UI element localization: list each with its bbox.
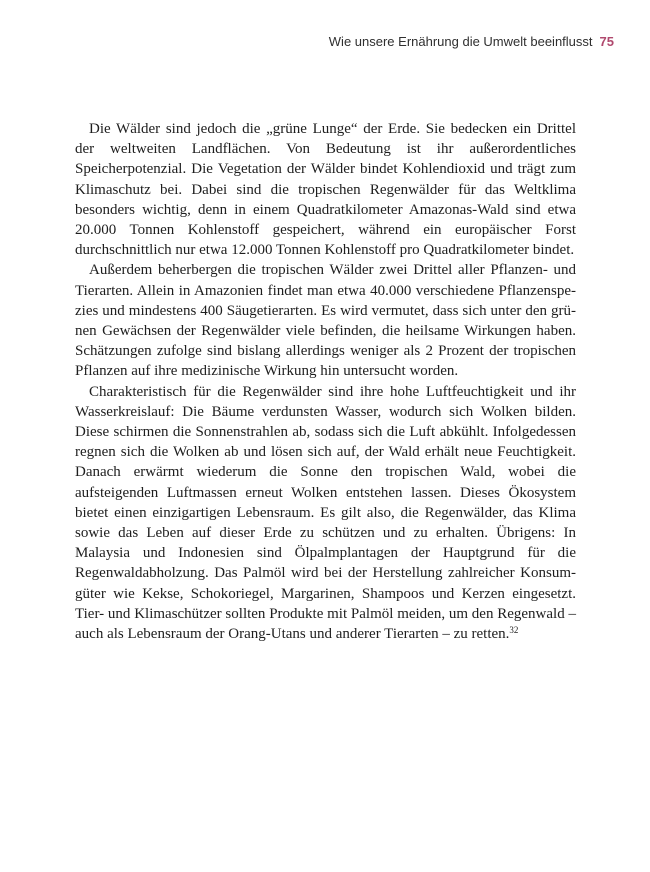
paragraph-water-cycle: [75, 382, 576, 645]
paragraph-text: Außerdem beherbergen die tropischen Wälder zwei Drittel aller Pflanzen- und Tierarten. Allein in Amazonien findet man etwa 40.000 verschiedene Pflanzenspezies und mindestens 400 Säugetierarten. Es wird vermutet, dass sich unter den grünen Gewächsen der Regenwälder viele befinden, die heilsame Wirkungen haben. Schätzungen zufolge sind bislang allerdings weniger als 2 Prozent der tropischen Pflanzen auf ihre medizinische Wirkung hin untersucht worden.: [75, 262, 576, 380]
paragraph-text: Die Wälder sind jedoch die „grüne Lunge“ der Erde. Sie bedecken ein Drittel der weltweiten Landflächen. Von Bedeutung ist ihr außerordentliches Speicherpotenzial. Die Vegetation der Wälder bindet Kohlendioxid und trägt zum Klimaschutz bei. Dabei sind die tropischen Regenwälder für das Weltklima besonders wichtig, denn in einem Quadratkilometer Amazonas-Wald sind etwa 20.000 Tonnen Kohlenstoff gespeichert, während ein europäischer Forst durchschnittlich nur etwa 12.000 Tonnen Kohlenstoff pro Quadratkilometer bindet.: [75, 121, 576, 259]
paragraph-text: Charakteristisch für die Regenwälder sind ihre hohe Luftfeuchtigkeit und ihr Wasserkreislauf: Die Bäume verdunsten Wasser, wodurch sich Wolken bilden. Diese schirmen die Sonnenstrahlen ab, sodass sich die Luft abkühlt. Infolgedessen regnen sich die Wolken ab und lösen sich auf, der Wald erhält neue Feuchtigkeit. Danach erwärmt wiederum die Sonne den tropischen Wald, wobei die aufsteigenden Luftmassen erneut Wolken entstehen lassen. Dieses Ökosystem bietet einen einzigartigen Lebensraum. Es gilt also, die Regenwälder, das Klima sowie das Leben auf dieser Erde zu schützen und zu erhalten. Übrigens: In Malaysia und Indonesien sind Ölpalmplantagen der Hauptgrund für die Regenwaldabholzung. Das Palmöl wird bei der Herstellung zahlreicher Konsumgüter wie Kekse, Schokoriegel, Margarinen, Shampoos und Kerzen eingesetzt. Tier- und Klimaschützer sollten Produkte mit Palmöl meiden, um den Regenwald – auch als Lebensraum der Orang-Utans und anderer Tierarten – zu retten.: [75, 383, 576, 643]
chapter-title: Wie unsere Ernährung die Umwelt beeinflusst: [328, 34, 593, 49]
footnote-reference[interactable]: 32: [509, 625, 519, 636]
running-header: [329, 34, 614, 49]
page-number: 75: [599, 34, 614, 49]
paragraph-forests-green-lung: [75, 119, 576, 260]
body-text: [75, 119, 576, 644]
paragraph-biodiversity: [75, 260, 576, 381]
